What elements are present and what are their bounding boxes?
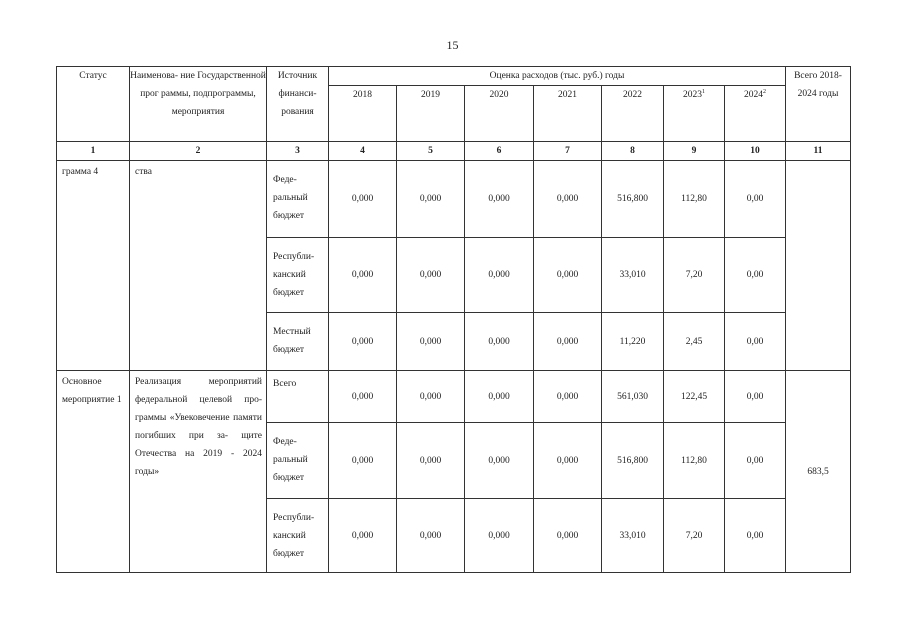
value-cell: 0,000	[397, 371, 465, 423]
column-number: 6	[465, 142, 534, 161]
year-2023-label: 2023	[683, 90, 702, 100]
year-2018: 2018	[329, 86, 397, 142]
year-2021: 2021	[534, 86, 602, 142]
footnote-mark-2023: 1	[702, 88, 705, 95]
value-cell: 0,00	[725, 499, 786, 573]
year-2022: 2022	[602, 86, 664, 142]
value-cell: 0,000	[329, 423, 397, 499]
value-cell: 0,000	[329, 313, 397, 371]
source-cell: Республи- канский бюджет	[267, 238, 329, 313]
column-number: 8	[602, 142, 664, 161]
table-row	[57, 161, 851, 238]
value-cell: 0,000	[465, 423, 534, 499]
value-cell: 0,000	[465, 238, 534, 313]
header-total: Всего 2018-2024 годы	[786, 67, 851, 142]
value-cell: 0,000	[534, 238, 602, 313]
page-number: 15	[446, 38, 459, 52]
header-name: Наименова- ние Государственной прог раммы, подпрограммы, мероприятия	[130, 67, 267, 142]
value-cell: 0,000	[329, 499, 397, 573]
header-estimate: Оценка расходов (тыс. руб.) годы	[329, 67, 786, 86]
source-cell: Местный бюджет	[267, 313, 329, 371]
value-cell: 0,000	[465, 371, 534, 423]
column-number: 3	[267, 142, 329, 161]
name-cell: Реализация мероприятий федеральной целевой про- граммы «Увековечение памяти погибших при за- щите Отечества на 2019 - 2024 годы»	[130, 371, 267, 573]
value-cell: 0,000	[465, 313, 534, 371]
year-2020: 2020	[465, 86, 534, 142]
total-cell	[786, 161, 851, 371]
source-cell: Всего	[267, 371, 329, 423]
column-number: 5	[397, 142, 465, 161]
value-cell: 0,00	[725, 238, 786, 313]
value-cell: 0,000	[329, 371, 397, 423]
budget-table	[56, 66, 851, 573]
year-2024	[725, 86, 786, 142]
header-source: Источник финанси- рования	[267, 67, 329, 142]
source-cell: Республи- канский бюджет	[267, 499, 329, 573]
column-number-row	[57, 142, 851, 161]
value-cell: 0,000	[465, 499, 534, 573]
year-2019: 2019	[397, 86, 465, 142]
value-cell: 0,00	[725, 161, 786, 238]
year-2024-label: 2024	[744, 90, 763, 100]
table-row	[57, 371, 851, 423]
value-cell: 122,45	[664, 371, 725, 423]
value-cell: 33,010	[602, 499, 664, 573]
column-number: 9	[664, 142, 725, 161]
value-cell: 33,010	[602, 238, 664, 313]
value-cell: 0,00	[725, 371, 786, 423]
column-number: 4	[329, 142, 397, 161]
header-status: Статус	[57, 67, 130, 142]
value-cell: 0,000	[329, 238, 397, 313]
status-cell: Основное мероприятие 1	[57, 371, 130, 573]
column-number: 10	[725, 142, 786, 161]
name-cell: ства	[130, 161, 267, 371]
value-cell: 7,20	[664, 238, 725, 313]
value-cell: 112,80	[664, 161, 725, 238]
value-cell: 0,000	[534, 161, 602, 238]
value-cell: 0,000	[397, 499, 465, 573]
column-number: 1	[57, 142, 130, 161]
value-cell: 0,000	[397, 238, 465, 313]
status-cell: грамма 4	[57, 161, 130, 371]
footnote-mark-2024: 2	[763, 88, 766, 95]
value-cell: 0,000	[397, 313, 465, 371]
value-cell: 0,000	[465, 161, 534, 238]
value-cell: 0,00	[725, 423, 786, 499]
value-cell: 0,00	[725, 313, 786, 371]
source-cell: Феде- ральный бюджет	[267, 161, 329, 238]
value-cell: 2,45	[664, 313, 725, 371]
value-cell: 11,220	[602, 313, 664, 371]
column-number: 7	[534, 142, 602, 161]
column-number: 11	[786, 142, 851, 161]
value-cell: 0,000	[534, 423, 602, 499]
value-cell: 0,000	[397, 423, 465, 499]
value-cell: 0,000	[534, 499, 602, 573]
year-2023	[664, 86, 725, 142]
value-cell: 0,000	[534, 313, 602, 371]
value-cell: 0,000	[534, 371, 602, 423]
value-cell: 112,80	[664, 423, 725, 499]
total-cell: 683,5	[786, 371, 851, 573]
value-cell: 0,000	[329, 161, 397, 238]
value-cell: 7,20	[664, 499, 725, 573]
header-row	[57, 67, 851, 86]
value-cell: 0,000	[397, 161, 465, 238]
source-cell: Феде- ральный бюджет	[267, 423, 329, 499]
value-cell: 516,800	[602, 423, 664, 499]
value-cell: 516,800	[602, 161, 664, 238]
column-number: 2	[130, 142, 267, 161]
value-cell: 561,030	[602, 371, 664, 423]
